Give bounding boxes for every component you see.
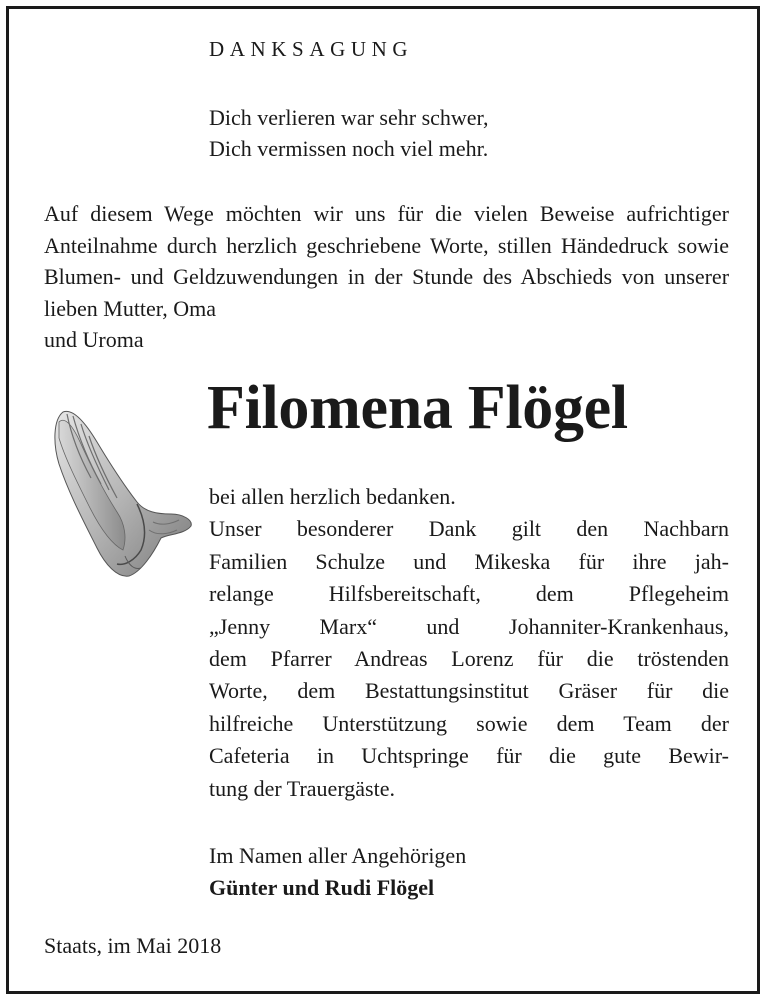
poem-line: Dich verlieren war sehr schwer, — [209, 105, 489, 130]
thanks-line: Unser besonderer Dank gilt den Nachbarn — [209, 516, 729, 542]
praying-hands-icon — [45, 404, 195, 579]
notice-heading: DANKSAGUNG — [209, 37, 414, 61]
thanks-line: tung der Trauergäste. — [209, 775, 395, 801]
intro-line: und Uroma — [44, 327, 144, 352]
intro-line: Auf diesem Wege möchten wir uns für die vielen Beweise — [44, 201, 615, 226]
thanks-line: bei allen herzlich bedanken. — [209, 484, 456, 509]
poem — [209, 102, 489, 164]
obituary-notice — [6, 6, 760, 994]
poem-line: Dich vermissen noch viel mehr. — [209, 136, 489, 161]
closing-line: Im Namen aller Angehörigen — [209, 843, 467, 868]
thanks-line: Cafeteria in Uchtspringe für die gute Bewir- — [209, 743, 729, 769]
thanks-line: Worte, dem Bestattungsinstitut Gräser für die — [209, 678, 729, 704]
thanks-paragraph — [209, 481, 729, 805]
thanks-line: hilfreiche Unterstützung sowie dem Team der — [209, 710, 729, 736]
place-date: Staats, im Mai 2018 — [44, 933, 222, 958]
signers-names: Günter und Rudi Flögel — [209, 875, 435, 900]
intro-line: in der Stunde des Abschieds von unserer lieben Mutter, Oma — [44, 264, 730, 321]
intro-paragraph — [44, 198, 729, 356]
thanks-line: dem Pfarrer Andreas Lorenz für die tröstenden — [209, 645, 729, 671]
deceased-name: Filomena Flögel — [207, 374, 628, 442]
thanks-line: relange Hilfsbereitschaft, dem Pflegeheim — [209, 581, 729, 607]
intro-line: aufrichtiger Anteilnahme durch herzlich geschriebene Worte, — [44, 201, 729, 258]
signature-block — [209, 840, 466, 904]
intro-line: stillen Händedruck sowie Blumen- und Geldzuwendungen — [44, 232, 730, 289]
thanks-line: Familien Schulze und Mikeska für ihre jah- — [209, 548, 729, 574]
thanks-line: „Jenny Marx“ und Johanniter-Krankenhaus, — [209, 613, 729, 639]
